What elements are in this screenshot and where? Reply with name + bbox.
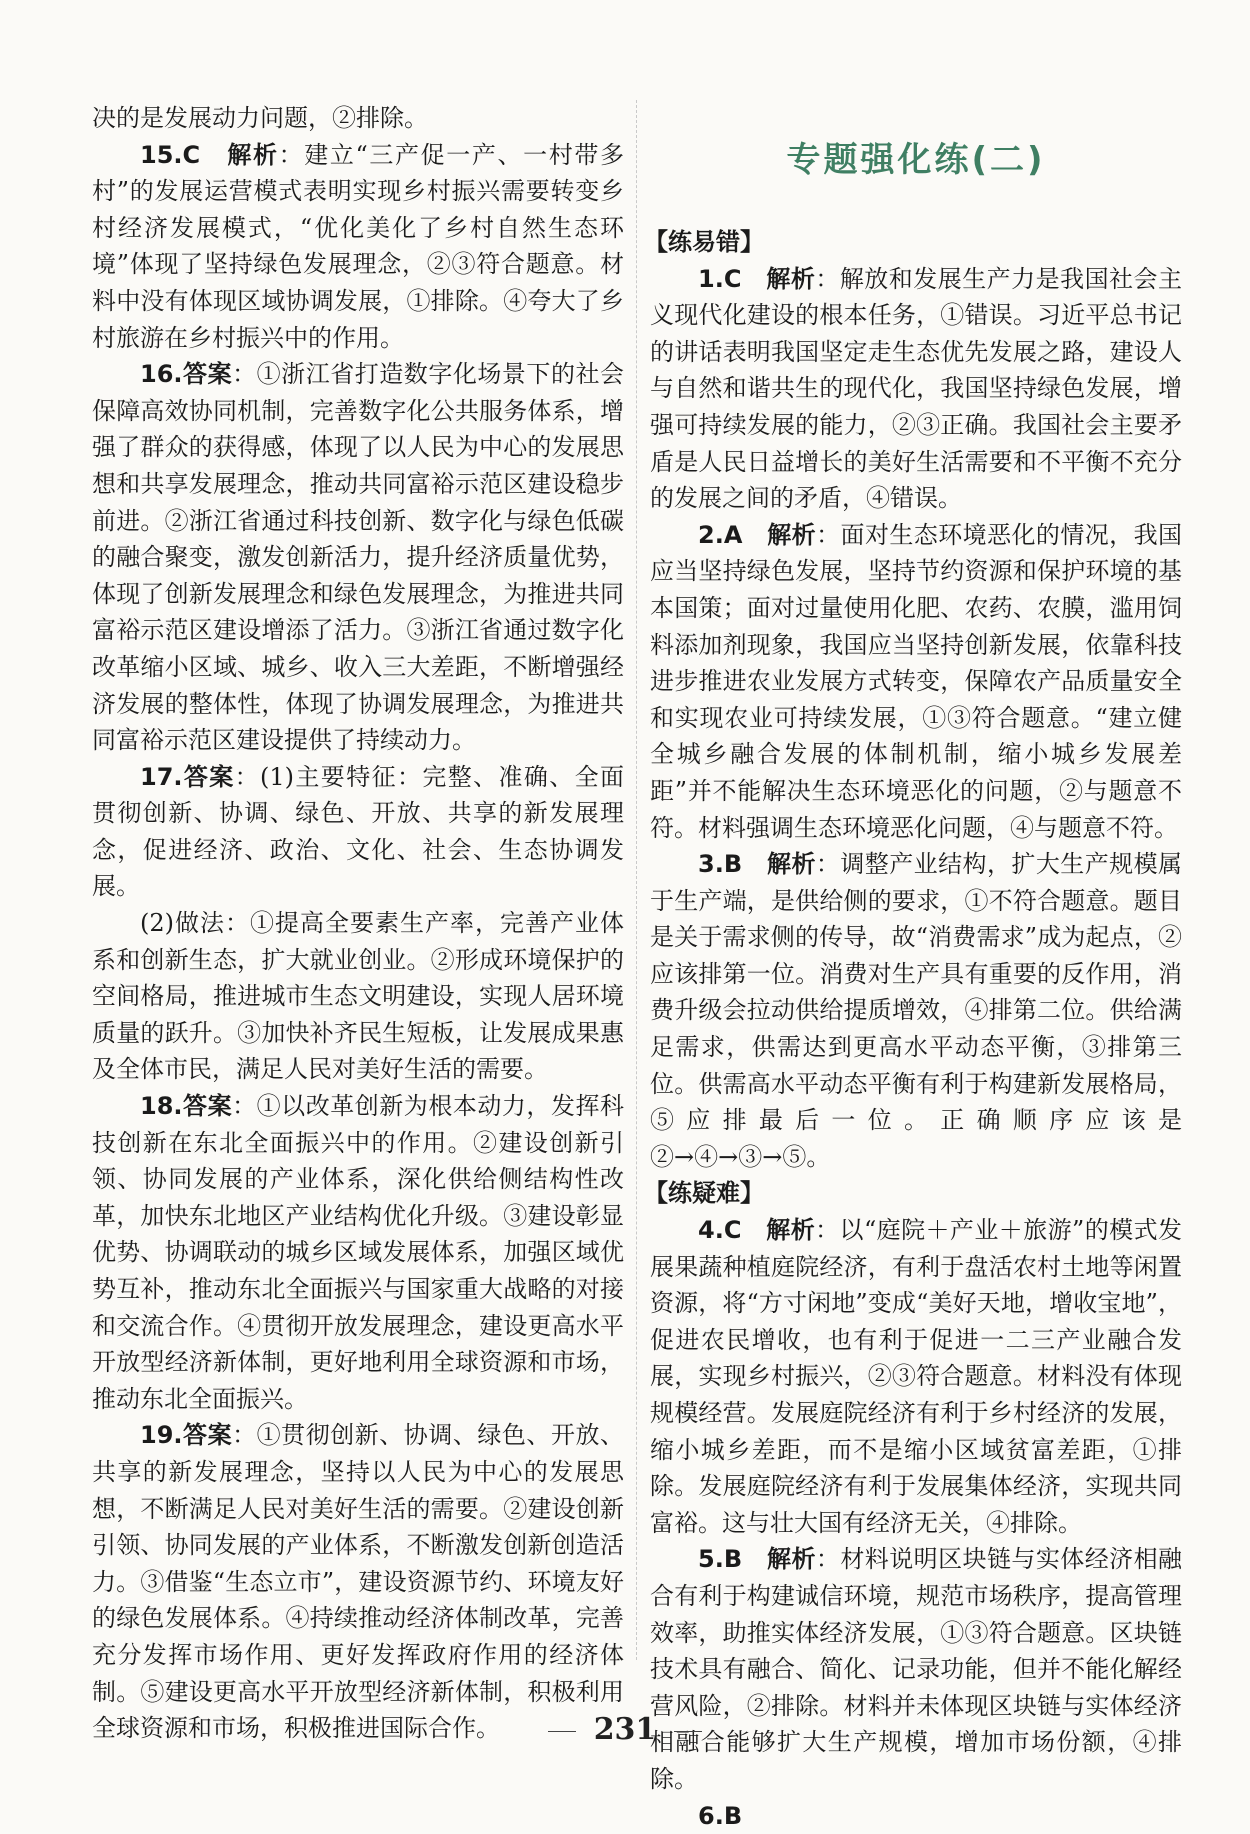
answer-text: ：面对生态环境恶化的情况，我国应当坚持绿色发展，坚持节约资源和保护环境的基本国策；面对过量使用化肥、农药、农膜，滥用饲料添加剂现象，我国应当坚持创新发展，依靠科技进步推进农业发展方式转变，保障农产品质量安全和实现农业可持续发展，①③符合题意。“建立健全城乡融合发展的体制机制，缩小城乡发展差距”并不能解决生态环境恶化的问题，②与题意不符。材料强调生态环境恶化问题，④与题意不符。: [650, 520, 1183, 842]
answer-tag: 答案: [182, 1092, 233, 1121]
section-label-easy: 【练易错】: [644, 228, 764, 256]
answer-text: ：材料说明区块链与实体经济相融合有利于构建诚信环境，规范市场秩序，提高管理效率，助推实体经济发展，①③符合题意。区块链技术具有融合、简化、记录功能，但并不能化解经营风险，②排除。材料并未体现区块链与实体经济相融合能够扩大生产规模，增加市场份额，④排除。: [650, 1545, 1183, 1793]
question-number: 1.C: [698, 264, 742, 293]
question-number: 5.B: [698, 1545, 743, 1574]
analysis-tag: 解析: [767, 850, 816, 879]
left-column: [92, 100, 624, 1747]
question-number: 18.: [140, 1092, 183, 1121]
right-column: [644, 100, 1183, 1834]
answer-text: ：①浙江省打造数字化场景下的社会保障高效协同机制，完善数字化公共服务体系，增强了群众的获得感，体现了以人民为中心的发展思想和共享发展理念，推动共同富裕示范区建设稳步前进。②浙江省通过科技创新、数字化与绿色低碳的融合聚变，激发创新活力，提升经济质量优势，体现了创新发展理念和绿色发展理念，为推进共同富裕示范区建设增添了活力。③浙江省通过数字化改革缩小区域、城乡、收入三大差距，不断增强经济发展的整体性，体现了协调发展理念，为推进共同富裕示范区建设提供了持续动力。: [92, 360, 625, 755]
answer-15: [92, 137, 624, 357]
footer-dash-right: [674, 1731, 702, 1732]
answer-text: ：以“庭院＋产业＋旅游”的模式发展果蔬种植庭院经济，有利于盘活农村土地等闲置资源，将“方寸闲地”变成“美好天地，增收宝地”，促进农民增收，也有利于促进一二三产业融合发展，实现乡村振兴，②③符合题意。材料没有体现规模经营。发展庭院经济有利于乡村经济的发展，缩小城乡差距，而不是缩小区域贫富差距，①排除。发展庭院经济有利于发展集体经济，实现共同富裕。这与壮大国有经济无关，④排除。: [650, 1216, 1182, 1537]
answer-tag: 答案: [182, 762, 235, 791]
answer-text: ：解放和发展生产力是我国社会主义现代化建设的根本任务，①错误。习近平总书记的讲话表明我国坚定走生态优先发展之路，建设人与自然和谐共生的现代化，我国坚持绿色发展，增强可持续发展的能力，②③正确。我国社会主要矛盾是人民日益增长的美好生活需要和不平衡不充分的发展之间的矛盾，④错误。: [650, 264, 1183, 513]
answer-text: ：①贯彻创新、协调、绿色、开放、共享的新发展理念，坚持以人民为中心的发展思想，不断满足人民对美好生活的需要。②建设创新引领、协同发展的产业体系，不断激发创新创造活力。③借鉴“生态立市”，建设资源节约、环境友好的绿色发展体系。④持续推动经济体制改革，完善充分发挥市场作用、更好发挥政府作用的经济体制。⑤建设更高水平开放型经济新体制，积极利用全球资源和市场，积极推进国际合作。: [92, 1421, 625, 1743]
question-number: 16.: [140, 360, 183, 389]
question-number: 2.A: [698, 520, 743, 549]
column-divider: [636, 100, 637, 1660]
answer-5: [650, 1541, 1182, 1797]
footer-dash-left: [548, 1731, 576, 1732]
answer-tag: 答案: [182, 1421, 233, 1450]
answer-19: [92, 1417, 624, 1746]
paragraph-continued: 决的是发展动力问题，②排除。: [92, 104, 428, 132]
answer-18: [92, 1088, 624, 1417]
answer-3: [650, 846, 1182, 1175]
answer-text: ：调整产业结构，扩大生产规模属于生产端，是供给侧的要求，①不符合题意。题目是关于需求侧的传导，故“消费需求”成为起点，②应该排第一位。消费对生产具有重要的反作用，消费升级会拉动供给提质增效，④排第二位。供给满足需求，供需达到更高水平动态平衡，③排第三位。供需高水平动态平衡有利于构建新发展格局，⑤应排最后一位。正确顺序应该是②→④→③→⑤。: [650, 850, 1183, 1171]
page-footer: [0, 1712, 1250, 1747]
analysis-tag: 解析: [767, 520, 817, 549]
section-title: 专题强化练(二): [786, 140, 1046, 180]
answer-text: ：建立“三产促一产、一村带多村”的发展运营模式表明实现乡村振兴需要转变乡村经济发展模式，“优化美化了乡村自然生态环境”体现了坚持绿色发展理念，②③符合题意。材料中没有体现区域协调发展，①排除。④夸大了乡村旅游在乡村振兴中的作用。: [92, 140, 624, 352]
answer-16: [92, 356, 624, 759]
answer-text: ：①以改革创新为根本动力，发挥科技创新在东北全面振兴中的作用。②建设创新引领、协同发展的产业体系，深化供给侧结构性改革，加快东北地区产业结构优化升级。③建设彰显优势、协调联动的城乡区域发展体系，加强区域优势互补，推动东北全面振兴与国家重大战略的对接和交流合作。④贯彻开放发展理念，建设更高水平开放型经济新体制，更好地利用全球资源和市场，推动东北全面振兴。: [92, 1092, 625, 1413]
answer-2: [650, 517, 1182, 846]
question-number: 4.C: [698, 1216, 742, 1245]
answer-17-part2: (2)做法：①提高全要素生产率，完善产业体系和创新生态，扩大就业创业。②形成环境保护的空间格局，推进城市生态文明建设，实现人居环境质量的跃升。③加快补齐民生短板，让发展成果惠及全体市民，满足人民对美好生活的需要。: [92, 909, 624, 1084]
answer-4: [650, 1212, 1182, 1541]
analysis-tag: 解析: [227, 140, 279, 169]
page-number: 231: [593, 1712, 657, 1747]
section-label-hard: 【练疑难】: [644, 1179, 764, 1208]
question-number: 3.B: [698, 850, 743, 879]
answer-text: ：(1)主要特征：完整、准确、全面贯彻创新、协调、绿色、开放、共享的新发展理念，促进经济、政治、文化、社会、生态协调发展。: [92, 762, 625, 901]
answer-6: 6.B: [698, 1801, 743, 1830]
analysis-tag: 解析: [766, 1216, 816, 1245]
answer-tag: 答案: [182, 360, 233, 389]
analysis-tag: 解析: [767, 1545, 816, 1574]
question-number: 19.: [140, 1421, 183, 1450]
question-number: 17.: [140, 762, 183, 791]
answer-17: [92, 759, 624, 905]
question-number: 15.C: [140, 140, 201, 169]
answer-1: [650, 261, 1182, 517]
analysis-tag: 解析: [766, 264, 816, 293]
